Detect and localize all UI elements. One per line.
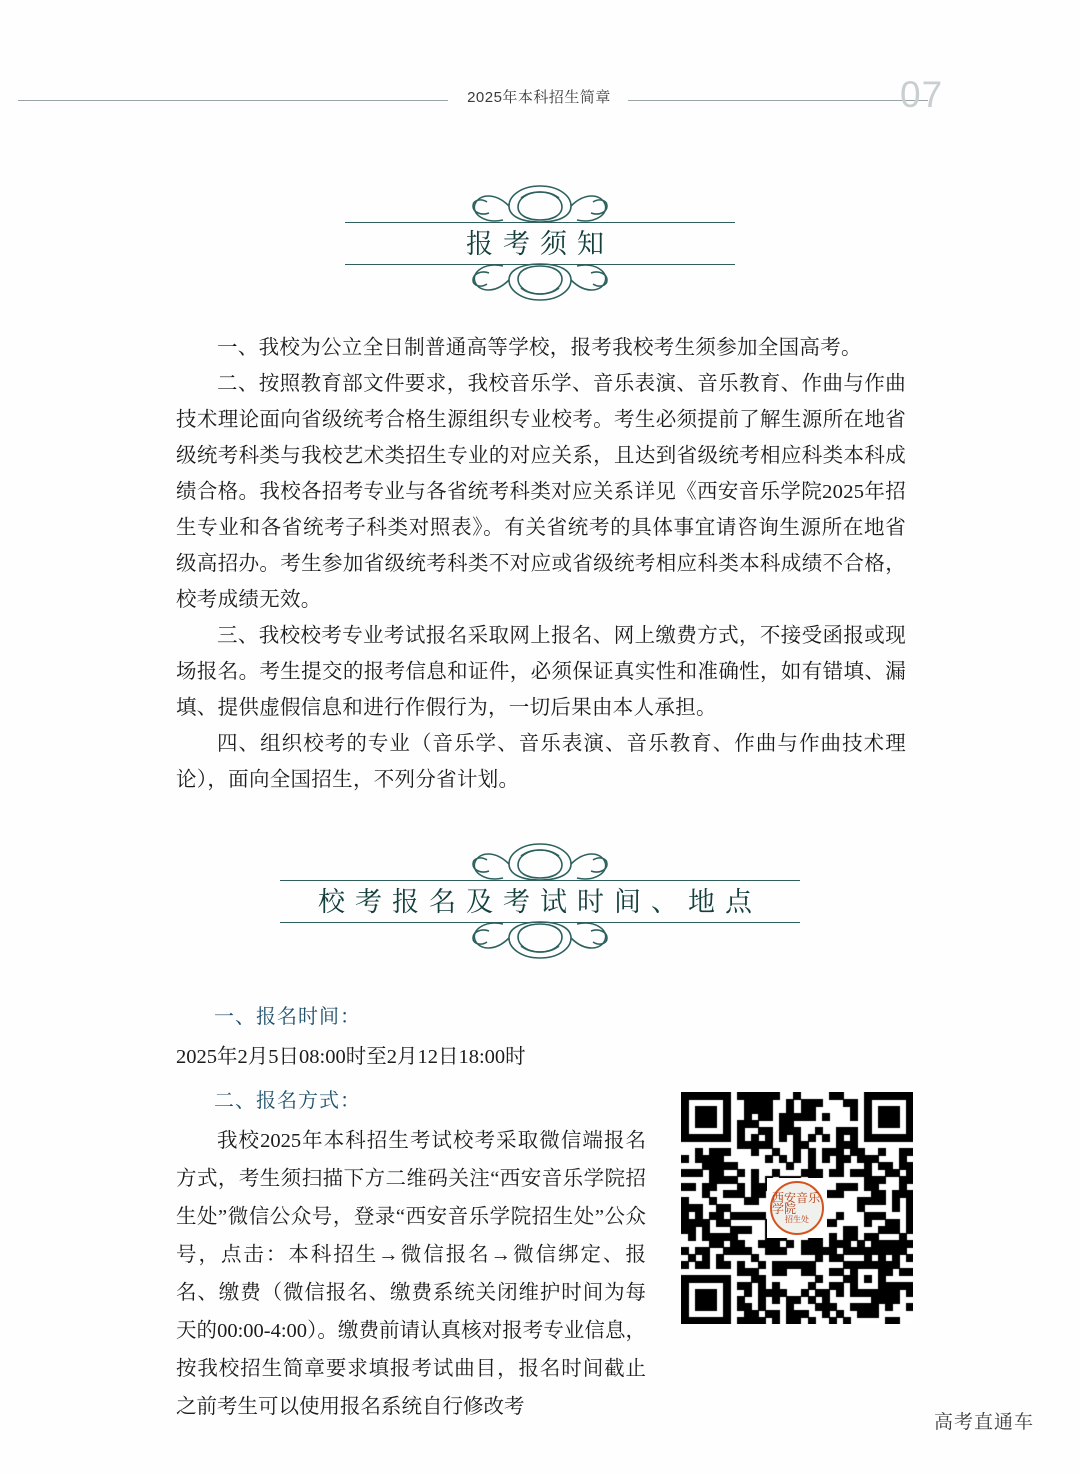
qr-center-logo bbox=[767, 1178, 827, 1238]
registration-time-value: 2025年2月5日08:00时至2月12日18:00时 bbox=[176, 1046, 526, 1068]
paragraph-3: 三、我校校考专业考试报名采取网上报名、网上缴费方式，不接受函报或现场报名。考生提交的报考信息和证件，必须保证真实性和准确性，如有错填、漏填、提供虚假信息和进行作假行为，一切后果由本人承担。 bbox=[176, 625, 906, 719]
paragraph-2: 二、按照教育部文件要求，我校音乐学、音乐表演、音乐教育、作曲与作曲技术理论面向省级统考合格生源组织专业校考。考生必须提前了解生源所在地省级统考科类与我校艺术类招生专业的对应关系，且达到省级统考相应科类本科成绩合格。我校各招考专业与各省统考科类对应关系详见《西安音乐学院2025年招生专业和各省统考子科类对照表》。有关省统考的具体事宜请咨询生源所在地省级高招办。考生参加省级统考科类不对应或省级统考相应科类本科成绩不合格，校考成绩无效。 bbox=[176, 373, 906, 611]
section-1-title: 报考须知 bbox=[466, 229, 614, 259]
paragraph-4: 四、组织校考的专业（音乐学、音乐表演、音乐教育、作曲与作曲技术理论），面向全国招生，不列分省计划。 bbox=[176, 733, 906, 791]
ornament-rule-bottom-1 bbox=[345, 264, 735, 265]
qr-logo-text: 招生处 bbox=[785, 1214, 809, 1224]
header-title: 2025年本科招生简章 bbox=[467, 89, 611, 106]
qr-logo-badge bbox=[770, 1181, 824, 1235]
ornament-rule-bottom-2 bbox=[280, 922, 800, 923]
ornament-frame-2 bbox=[280, 836, 800, 966]
registration-method-label: 二、报名方式： bbox=[214, 1090, 361, 1112]
ornament-frame-1 bbox=[345, 178, 735, 308]
section-title-baokaoxuzhi bbox=[0, 178, 1080, 308]
registration-time-label: 一、报名时间： bbox=[214, 1006, 361, 1028]
page-number: 07 bbox=[900, 74, 944, 115]
paragraph-1: 一、我校为公立全日制普通高等学校，报考我校考生须参加全国高考。 bbox=[217, 337, 862, 359]
section-title-xiaokao bbox=[0, 836, 1080, 966]
wechat-qr-code bbox=[681, 1092, 913, 1324]
header-rule-left bbox=[18, 100, 448, 101]
header-rule-right bbox=[628, 100, 928, 101]
section-1-body bbox=[176, 330, 906, 798]
ornament-rule-top-1 bbox=[345, 222, 735, 223]
qr-logo-mark: 西安音乐学院 bbox=[772, 1190, 821, 1216]
registration-method-text: 我校2025年本科招生考试校考采取微信端报名方式，考生须扫描下方二维码关注“西安音乐学院招生处”微信公众号，登录“西安音乐学院招生处”公众号，点击：本科招生→微信报名→微信绑定、报名、缴费（微信报名、缴费系统关闭维护时间为每天的00:00-4:00）。缴费前请认真核对报考专业信息，按我校招生简章要求填报考试曲目，报名时间截止之前考生可以使用报名系统自行修改考 bbox=[176, 1130, 646, 1418]
ornament-rule-top-2 bbox=[280, 880, 800, 881]
section-2-title: 校考报名及考试时间、地点 bbox=[318, 887, 762, 917]
page-header bbox=[0, 74, 1080, 124]
watermark-label: 高考直通车 bbox=[933, 1412, 1034, 1433]
